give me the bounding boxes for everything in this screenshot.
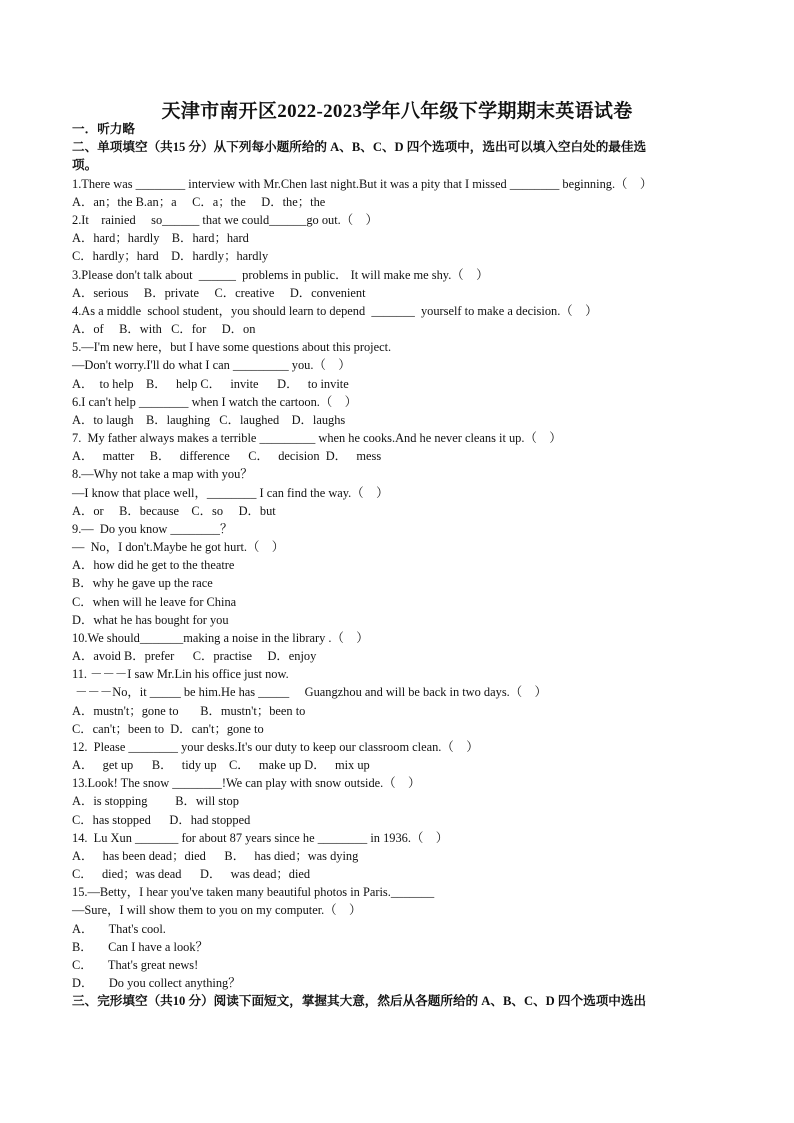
question-line: 15.—Betty，I hear you've taken many beautiful photos in Paris._______: [72, 885, 435, 899]
options-line: B．why he gave up the race: [72, 576, 213, 590]
question-line: 9.— Do you know ________？: [72, 522, 233, 536]
options-line: A． matter B． difference C． decision D． mess: [72, 449, 382, 463]
section-single-choice-instructions: 二、单项填空（共15 分）从下列每小题所给的 A、B、C、D 四个选项中，选出可以填入空白处的最佳选: [72, 140, 647, 154]
page-title: 天津市南开区2022-2023学年八年级下学期期末英语试卷: [161, 101, 633, 122]
question-line: —I know that place well，________ I can find the way.（ ）: [72, 486, 389, 500]
question-line: 1.There was ________ interview with Mr.Chen last night.But it was a pity that I missed ________ beginning.（ ）: [72, 177, 653, 191]
question-line: — No，I don't.Maybe he got hurt.（ ）: [72, 540, 285, 554]
options-line: C．hardly；hard D．hardly；hardly: [72, 249, 269, 263]
options-line: A．of B．with C．for D．on: [72, 322, 256, 336]
question-line: －－－No，it _____ be him.He has _____ Guangzhou and will be back in two days.（ ）: [72, 685, 547, 699]
options-line: A． That's cool.: [72, 922, 166, 936]
options-line: A． get up B． tidy up C． make up D． mix up: [72, 758, 370, 772]
options-line: A． to help B． help C． invite D． to invite: [72, 377, 349, 391]
options-line: A．or B．because C．so D．but: [72, 504, 276, 518]
question-line: 3.Please don't talk about ______ problems in public． It will make me shy.（ ）: [72, 268, 489, 282]
options-line: C．has stopped D．had stopped: [72, 813, 251, 827]
question-line: —Don't worry.I'll do what I can _________ you.（ ）: [72, 358, 351, 372]
question-line: 2.It rainied so______ that we could______go out.（ ）: [72, 213, 378, 227]
options-line: B． Can I have a look？: [72, 940, 208, 954]
options-line: A．serious B．private C．creative D．convenient: [72, 286, 366, 300]
section-single-choice-instructions-cont: 项。: [72, 158, 98, 172]
options-line: A．hard；hardly B．hard；hard: [72, 231, 249, 245]
options-line: A．avoid B．prefer C．practise D．enjoy: [72, 649, 317, 663]
question-line: 4.As a middle school student，you should learn to depend _______ yourself to make a decision.（ ）: [72, 304, 598, 318]
question-line: 8.—Why not take a map with you？: [72, 467, 253, 481]
section-cloze-instructions: 三、完形填空（共10 分）阅读下面短文，掌握其大意，然后从各题所给的 A、B、C、D 四个选项中选出: [72, 994, 647, 1008]
question-line: 6.I can't help ________ when I watch the cartoon.（ ）: [72, 395, 358, 409]
question-line: 5.—I'm new here，but I have some questions about this project.: [72, 340, 392, 354]
question-line: 13.Look! The snow ________!We can play with snow outside.（ ）: [72, 776, 421, 790]
question-line: 11. －－－I saw Mr.Lin his office just now.: [72, 667, 289, 681]
options-line: C．when will he leave for China: [72, 595, 237, 609]
options-line: C． died；was dead D． was dead；died: [72, 867, 311, 881]
question-line: 10.We should_______making a noise in the library .（ ）: [72, 631, 369, 645]
options-line: A．is stopping B．will stop: [72, 794, 239, 808]
question-line: 7. My father always makes a terrible _________ when he cooks.And he never cleans it up.（ ）: [72, 431, 562, 445]
options-line: C． That's great news!: [72, 958, 199, 972]
options-line: A．how did he get to the theatre: [72, 558, 235, 572]
section-listening: 一．听力略: [72, 122, 135, 136]
options-line: C．can't；been to D．can't；gone to: [72, 722, 264, 736]
question-line: 12. Please ________ your desks.It's our duty to keep our classroom clean.（ ）: [72, 740, 479, 754]
options-line: A． has been dead；died B． has died；was dying: [72, 849, 359, 863]
options-line: A．to laugh B．laughing C．laughed D．laughs: [72, 413, 346, 427]
options-line: D．what he has bought for you: [72, 613, 229, 627]
options-line: A．mustn't；gone to B．mustn't；been to: [72, 704, 306, 718]
options-line: D． Do you collect anything？: [72, 976, 241, 990]
options-line: A．an；the B.an；a C．a；the D．the；the: [72, 195, 326, 209]
question-line: —Sure，I will show them to you on my computer.（ ）: [72, 903, 362, 917]
question-line: 14. Lu Xun _______ for about 87 years since he ________ in 1936.（ ）: [72, 831, 449, 845]
